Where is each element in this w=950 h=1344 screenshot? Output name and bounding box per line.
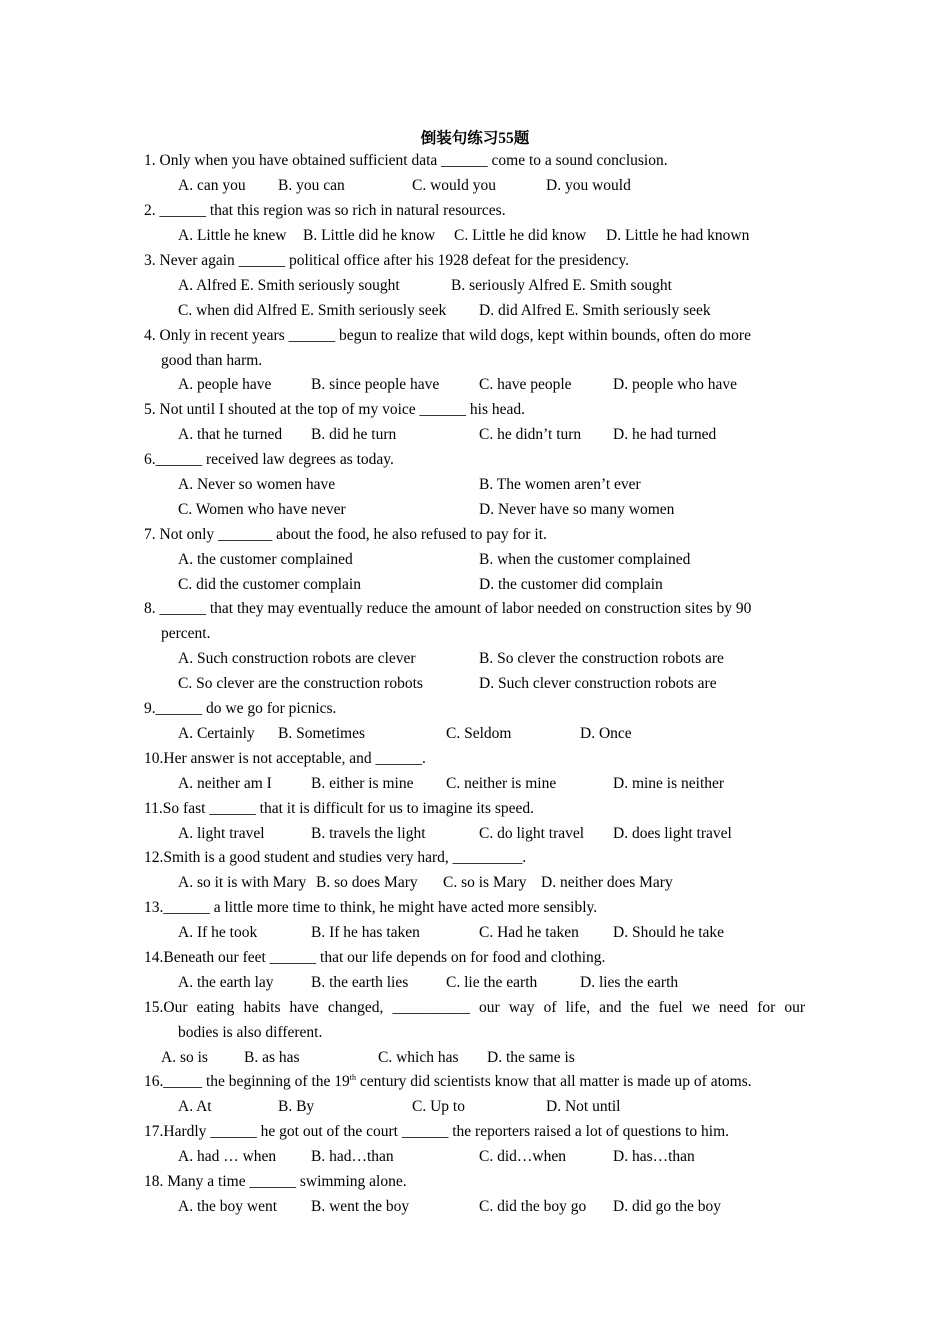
option: C. did…when xyxy=(479,1148,566,1165)
option: A. Such construction robots are clever xyxy=(178,650,416,667)
option: A. If he took xyxy=(178,924,258,941)
option: C. when did Alfred E. Smith seriously seek xyxy=(178,302,447,319)
question-stem: 2. ______ that this region was so rich in natural resources. xyxy=(144,202,506,219)
option: B. did he turn xyxy=(311,426,397,443)
option: C. would you xyxy=(412,177,496,194)
option: D. he had turned xyxy=(613,426,717,443)
stem-part: century did scientists know that all matter is made up of atoms. xyxy=(356,1073,752,1090)
option: C. so is Mary xyxy=(443,874,527,891)
question-stem-continuation: good than harm. xyxy=(161,352,263,369)
option: A. that he turned xyxy=(178,426,283,443)
option: A. Certainly xyxy=(178,725,255,742)
option: D. has…than xyxy=(613,1148,695,1165)
option: D. Never have so many women xyxy=(479,501,675,518)
option: A. the customer complained xyxy=(178,551,353,568)
option: C. neither is mine xyxy=(446,775,557,792)
option: C. have people xyxy=(479,376,572,393)
option: A. the boy went xyxy=(178,1198,278,1215)
option: B. since people have xyxy=(311,376,440,393)
question-stem: 8. ______ that they may eventually reduce the amount of labor needed on construction sites by 90 xyxy=(144,600,752,617)
option: B. the earth lies xyxy=(311,974,409,991)
option: C. Had he taken xyxy=(479,924,579,941)
option: A. Little he knew xyxy=(178,227,287,244)
question-stem: 4. Only in recent years ______ begun to realize that wild dogs, kept within bounds, often do more xyxy=(144,327,751,344)
option: C. So clever are the construction robots xyxy=(178,675,423,692)
option: B. The women aren’t ever xyxy=(479,476,641,493)
option: D. did go the boy xyxy=(613,1198,722,1215)
question-stem xyxy=(144,1072,752,1092)
ordinal-superscript: th xyxy=(349,1072,357,1082)
question-stem: 5. Not until I shouted at the top of my voice ______ his head. xyxy=(144,401,525,418)
question-stem: 11.So fast ______ that it is difficult for us to imagine its speed. xyxy=(144,800,535,817)
stem-part: 16._____ the beginning of the 19 xyxy=(144,1073,350,1090)
option: A. At xyxy=(178,1098,212,1115)
option: B. you can xyxy=(278,177,345,194)
option: A. the earth lay xyxy=(178,974,274,991)
option: B. Sometimes xyxy=(278,725,365,742)
option: C. which has xyxy=(378,1049,459,1066)
question-stem-continuation: percent. xyxy=(161,625,211,642)
option: D. Should he take xyxy=(613,924,725,941)
option: D. the same is xyxy=(487,1049,575,1066)
option: A. light travel xyxy=(178,825,265,842)
option: D. mine is neither xyxy=(613,775,725,792)
option: B. so does Mary xyxy=(316,874,418,891)
question-stem: 10.Her answer is not acceptable, and ______. xyxy=(144,750,426,767)
option: C. did the customer complain xyxy=(178,576,361,593)
option: B. went the boy xyxy=(311,1198,410,1215)
option: A. can you xyxy=(178,177,246,194)
option: C. Little he did know xyxy=(454,227,587,244)
option: D. you would xyxy=(546,177,631,194)
option: A. Never so women have xyxy=(178,476,336,493)
option: B. By xyxy=(278,1098,315,1115)
question-stem: 17.Hardly ______ he got out of the court ______ the reporters raised a lot of questions to him. xyxy=(144,1123,730,1140)
question-stem-continuation: bodies is also different. xyxy=(178,1024,323,1041)
option: D. Such clever construction robots are xyxy=(479,675,717,692)
option: C. Seldom xyxy=(446,725,512,742)
question-stem: 7. Not only _______ about the food, he also refused to pay for it. xyxy=(144,526,547,543)
option: B. as has xyxy=(244,1049,300,1066)
option: A. Alfred E. Smith seriously sought xyxy=(178,277,400,294)
option: A. so is xyxy=(161,1049,208,1066)
question-stem: 15.Our eating habits have changed, __________ our way of life, and the fuel we need for our xyxy=(144,999,805,1016)
option: D. Little he had known xyxy=(606,227,750,244)
option: C. do light travel xyxy=(479,825,585,842)
question-stem: 18. Many a time ______ swimming alone. xyxy=(144,1173,407,1190)
option: B. If he has taken xyxy=(311,924,420,941)
question-stem: 14.Beneath our feet ______ that our life depends on for food and clothing. xyxy=(144,949,606,966)
option: C. Up to xyxy=(412,1098,465,1115)
option: C. lie the earth xyxy=(446,974,538,991)
option: B. Little did he know xyxy=(303,227,436,244)
option: C. he didn’t turn xyxy=(479,426,582,443)
option: B. when the customer complained xyxy=(479,551,691,568)
option: C. did the boy go xyxy=(479,1198,587,1215)
option: B. So clever the construction robots are xyxy=(479,650,724,667)
option: B. seriously Alfred E. Smith sought xyxy=(451,277,672,294)
option: B. either is mine xyxy=(311,775,414,792)
option: D. the customer did complain xyxy=(479,576,663,593)
question-stem: 6.______ received law degrees as today. xyxy=(144,451,394,468)
option: B. had…than xyxy=(311,1148,394,1165)
option: D. did Alfred E. Smith seriously seek xyxy=(479,302,711,319)
option: C. Women who have never xyxy=(178,501,346,518)
option: A. had … when xyxy=(178,1148,277,1165)
option: A. so it is with Mary xyxy=(178,874,307,891)
question-stem: 3. Never again ______ political office after his 1928 defeat for the presidency. xyxy=(144,252,630,269)
page-title: 倒装句练习55题 xyxy=(420,130,530,147)
option: A. neither am I xyxy=(178,775,272,792)
option: B. travels the light xyxy=(311,825,426,842)
question-stem: 12.Smith is a good student and studies very hard, _________. xyxy=(144,849,527,866)
option: D. Not until xyxy=(546,1098,621,1115)
option: D. Once xyxy=(580,725,632,742)
option: D. neither does Mary xyxy=(541,874,673,891)
question-stem: 1. Only when you have obtained sufficient data ______ come to a sound conclusion. xyxy=(144,152,668,169)
question-stem: 9.______ do we go for picnics. xyxy=(144,700,337,717)
option: A. people have xyxy=(178,376,272,393)
option: D. lies the earth xyxy=(580,974,679,991)
question-stem: 13.______ a little more time to think, he might have acted more sensibly. xyxy=(144,899,598,916)
option: D. does light travel xyxy=(613,825,732,842)
option: D. people who have xyxy=(613,376,737,393)
